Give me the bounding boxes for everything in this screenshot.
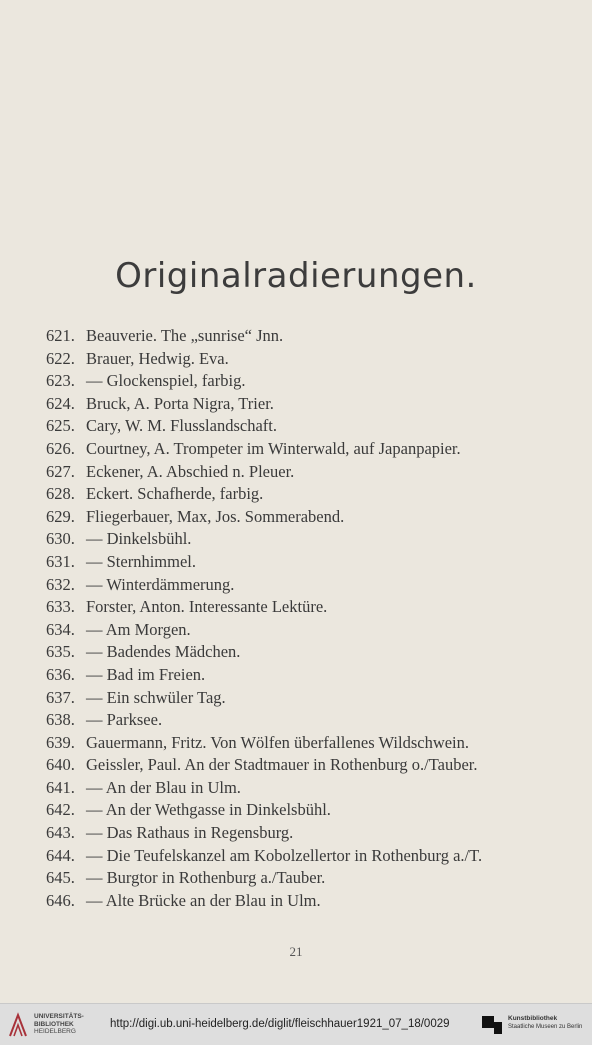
entry-text: — Glockenspiel, farbig. [86,371,246,391]
entry-number: 635. [46,642,75,662]
entry-number: 630. [46,529,75,549]
catalog-entry [46,619,566,642]
catalog-entry [46,845,566,868]
library-line-1: Kunstbibliothek [508,1015,558,1022]
entry-number: 643. [46,823,75,843]
entry-text: Eckert. Schafherde, farbig. [86,484,264,504]
catalog-entry [46,415,566,438]
entry-text: — Winterdämmerung. [86,574,235,594]
entry-text: — An der Blau in Ulm. [86,777,241,797]
entry-number: 622. [46,348,75,368]
university-line-3: HEIDELBERG [34,1028,76,1035]
university-name [34,1013,84,1036]
entry-text: Bruck, A. Porta Nigra, Trier. [86,393,274,413]
catalog-entry [46,822,566,845]
entry-number: 631. [46,551,75,571]
kunstbibliothek-logo-icon [482,1016,502,1034]
entry-text: — Am Morgen. [86,619,191,639]
entry-number: 642. [46,800,75,820]
catalog-entry [46,461,566,484]
catalog-entry [46,799,566,822]
entry-text: — Burgtor in Rothenburg a./Tauber. [86,868,326,888]
catalog-entry [46,641,566,664]
entry-text: Forster, Anton. Interessante Lektüre. [86,597,328,617]
entry-number: 628. [46,484,75,504]
catalog-entry [46,709,566,732]
catalog-entry [46,890,566,913]
catalog-entry [46,754,566,777]
entry-number: 634. [46,619,75,639]
catalog-entry [46,483,566,506]
entry-number: 621. [46,326,75,345]
entry-text: — Ein schwüler Tag. [86,687,226,707]
catalog-entry [46,867,566,890]
entry-text: Gauermann, Fritz. Von Wölfen überfallenes Wildschwein. [86,732,470,752]
entry-number: 636. [46,664,75,684]
entry-number: 644. [46,845,75,865]
catalog-entry [46,687,566,710]
footer-bar [0,1003,592,1045]
entry-text: Brauer, Hedwig. Eva. [86,348,229,368]
entry-number: 641. [46,777,75,797]
entry-number: 625. [46,416,75,436]
catalog-entry [46,574,566,597]
entry-number: 627. [46,461,75,481]
catalog-entry [46,551,566,574]
entry-text: — Alte Brücke an der Blau in Ulm. [86,890,321,910]
source-url-link[interactable]: http://digi.ub.uni-heidelberg.de/diglit/fleischhauer1921_07_18/0029 [110,1018,450,1030]
catalog-entry [46,596,566,619]
entry-text: Courtney, A. Trompeter im Winterwald, auf Japanpapier. [86,438,461,458]
entry-number: 646. [46,890,75,910]
entry-number: 632. [46,574,75,594]
entry-number: 637. [46,687,75,707]
entry-text: — Die Teufelskanzel am Kobolzellertor in Rothenburg a./T. [86,845,483,865]
catalog-entry [46,370,566,393]
library-line-2: Staatliche Museen zu Berlin [508,1024,583,1030]
catalog-entry [46,348,566,371]
page-heading: Originalradierungen. [115,256,477,296]
entry-number: 624. [46,393,75,413]
catalog-list [46,325,566,912]
entry-text: Eckener, A. Abschied n. Pleuer. [86,461,295,481]
entry-text: — Badendes Mädchen. [86,642,241,662]
catalog-entry [46,777,566,800]
entry-number: 623. [46,371,75,391]
university-line-2: BIBLIOTHEK [34,1020,74,1028]
catalog-entry [46,325,566,348]
entry-text: — Parksee. [86,710,163,730]
entry-number: 639. [46,732,75,752]
catalog-entry [46,506,566,529]
entry-number: 626. [46,438,75,458]
entry-text: Fliegerbauer, Max, Jos. Sommerabend. [86,506,345,526]
entry-text: — An der Wethgasse in Dinkelsbühl. [86,800,331,820]
entry-text: — Dinkelsbühl. [86,529,192,549]
catalog-entry [46,664,566,687]
entry-text: Cary, W. M. Flusslandschaft. [86,416,277,436]
university-line-1: UNIVERSITÄTS- [34,1013,84,1020]
catalog-entry [46,732,566,755]
catalog-entry [46,528,566,551]
library-name [508,1015,582,1031]
entry-text: — Bad im Freien. [86,664,206,684]
entry-number: 645. [46,868,75,888]
catalog-entry [46,438,566,461]
catalog-entry [46,393,566,416]
entry-text: — Das Rathaus in Regensburg. [86,823,294,843]
university-logo-icon [6,1011,30,1039]
entry-number: 640. [46,755,75,775]
entry-number: 638. [46,710,75,730]
entry-text: Geissler, Paul. An der Stadtmauer in Rothenburg o./Tauber. [86,755,478,775]
entry-number: 633. [46,597,75,617]
entry-text: — Sternhimmel. [86,551,196,571]
entry-number: 629. [46,506,75,526]
entry-text: Beauverie. The „sunrise“ Jnn. [86,326,284,345]
page-number: 21 [289,944,303,959]
